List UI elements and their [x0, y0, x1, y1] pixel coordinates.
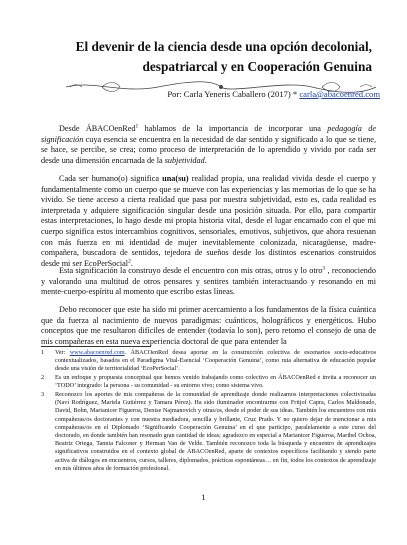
author-line [118, 89, 380, 100]
p2-text-a: Cada ser humano(o) significa [59, 174, 163, 183]
footnote-ref-1[interactable]: 1 [135, 123, 139, 130]
author-name: Por: Carla Yeneris Caballero (2017) * [167, 89, 300, 99]
paragraph-4 [41, 305, 376, 347]
document-title-line-2: despatriarcal y en Cooperación Genuina [142, 59, 372, 74]
p1-text-b: hablamos de la importancia de incorporar una [138, 124, 328, 133]
page-number: 1 [201, 492, 206, 502]
paragraph-3 [41, 266, 376, 298]
footnote-3-text: Reconozco los aportes de mis compañeras de la comunidad de aprendizaje donde realizamos interpretaciones colectivizadas (Naví Rodríguez, Mariela Gutiérrez y Tamara Pérez). Ha sido iluminador encontrarme con Fritjof Capra, Carlos Maldonado, David, Bohn, Marianicer Figueroa, Denise Najmanovich y otras/os, desde el poder de sus ideas. También los encuentros con mis compañeras/os doctorantes y con nuestra mediadora, sencilla y brillante, Cruz Prado. Y no quiero dejar de mencionar a mis compañeras/os en el Diplomado ‘Significando Cooperación Genuina’ en el que participo, paralelamente a este curso del doctorado, en donde también han resonado gran cantidad de ideas; agradezco en especial a Marianicer Figueroa, Maribel Ochoa, Beatriz Ortega, Tannia Falconer y Herman Van de Velde. También reconozco toda la búsqueda y encuentro de aprendizajes significativos construidos en el contexto global de ÁBACOenRed, aparte de contextos específicos facilitando y siendo parte activa de diálogos en encuentros, cursos, talleres, diplomados, prácticas espontáneas… en fin, todos los contextos de aprendizaje en mis últimos años de formación profesional. [55, 391, 376, 472]
footnote-1-text: . ÁBACOenRed desea aportar en la construcción colectiva de escenarios socio-educativos contextualizados, basados en el Paradigma Vital-Esencial ‘Cooperación Genuina’, como ruta alternativa de educación popular desde una visión de territorialidad ‘EcoPerSocial’. [55, 349, 377, 373]
p3-text-b: , reconociendo y valorando una multitud de otros pensares y sentires también interactuando y resonando en mi mente-cuerpo-espíritu al momento que escribo estas líneas. [41, 266, 376, 297]
p1-emphasis-2: subjetividad [164, 155, 205, 165]
p1-text-a: Desde ÁBACOenRed [59, 124, 136, 133]
footnote-1 [41, 349, 376, 374]
footnote-number: 3 [41, 391, 45, 398]
p2-text-c: . [130, 258, 133, 268]
author-email-link[interactable]: carla@abacoenred.com [299, 89, 380, 99]
footnote-1-link[interactable]: www.abacoenred.com [69, 349, 125, 356]
footnote-ref-3[interactable]: 3 [322, 265, 326, 272]
footnote-number: 2 [41, 374, 45, 381]
p1-text-c: cuya esencia se encuentra en la necesidad de dar sentido y significado a lo que se tiene, se hace, se percibe, se crea; como proceso de interpretación de lo aprendido y vivido por cada ser desde una dimensión encarnada de la [41, 134, 376, 165]
footnote-2-text: Es un enfoque y propuesta conceptual que hemos venido trabajando como colectivo en ÁBACOenRed e invita a reconocer un ‘TODO’ integrado: la persona - su comunidad - su entorno vivo; como sistema vivo. [55, 374, 376, 390]
document-title-line-1: El devenir de la ciencia desde una opción decolonial, [75, 39, 372, 54]
p4-text: Debo reconocer que este ha sido mi primer acercamiento a los fundamentos de la física cuántica que da fuerza al nacimiento de nuevos paradigmas: cuánticos, holográficos y energéticos. Hubo conceptos que me resultaron difíciles de entender (todavía lo son), pero retomo el consejo de una de mis compañeras en esta nueva experiencia doctoral de que para entender la [41, 305, 376, 346]
footnote-number: 1 [41, 349, 45, 356]
p1-emphasis-1: pedagogía de significación [41, 124, 376, 144]
footnote-ref-2[interactable]: 2 [128, 258, 131, 265]
p3-text-a: Esta significación la construyo desde el encuentro con mis otras, otros y lo otro [59, 266, 323, 275]
p1-text-d: . [204, 155, 207, 165]
footnote-separator [41, 346, 151, 347]
footnote-2 [41, 374, 376, 390]
footnote-3 [41, 391, 376, 473]
p2-strong: una(su) [162, 174, 189, 183]
p2-text-b: realidad propia, una realidad vivida desde el cuerpo y fundamentalmente como un cuerpo que se mueve con las experiencias y las memorias de lo que se ha vivido. Se tiene acceso a cierta realidad que pasa por nuestra subjetividad, esto es, cada realidad es interpretada y adquiere significación singular desde una posición situada. Por ello, para compartir estas interpretaciones, lo hago desde mi propia historia vital, desde el lugar encarnado con el que mi cuerpo significa estos intercambios cognitivos, sensoriales, emotivos, subjetivos, que ahora resuenan con más fuerza en mi identidad de mujer inevitablemente colonizada, nicaragüense, madre-compañera, buscadora de sentidos, tejedora de sueños desde los distintos escenarios construidos desde mi ser EcoPerSocial [41, 174, 376, 268]
footnote-1-prefix: Ver: [55, 349, 70, 356]
paragraph-1 [41, 124, 376, 166]
